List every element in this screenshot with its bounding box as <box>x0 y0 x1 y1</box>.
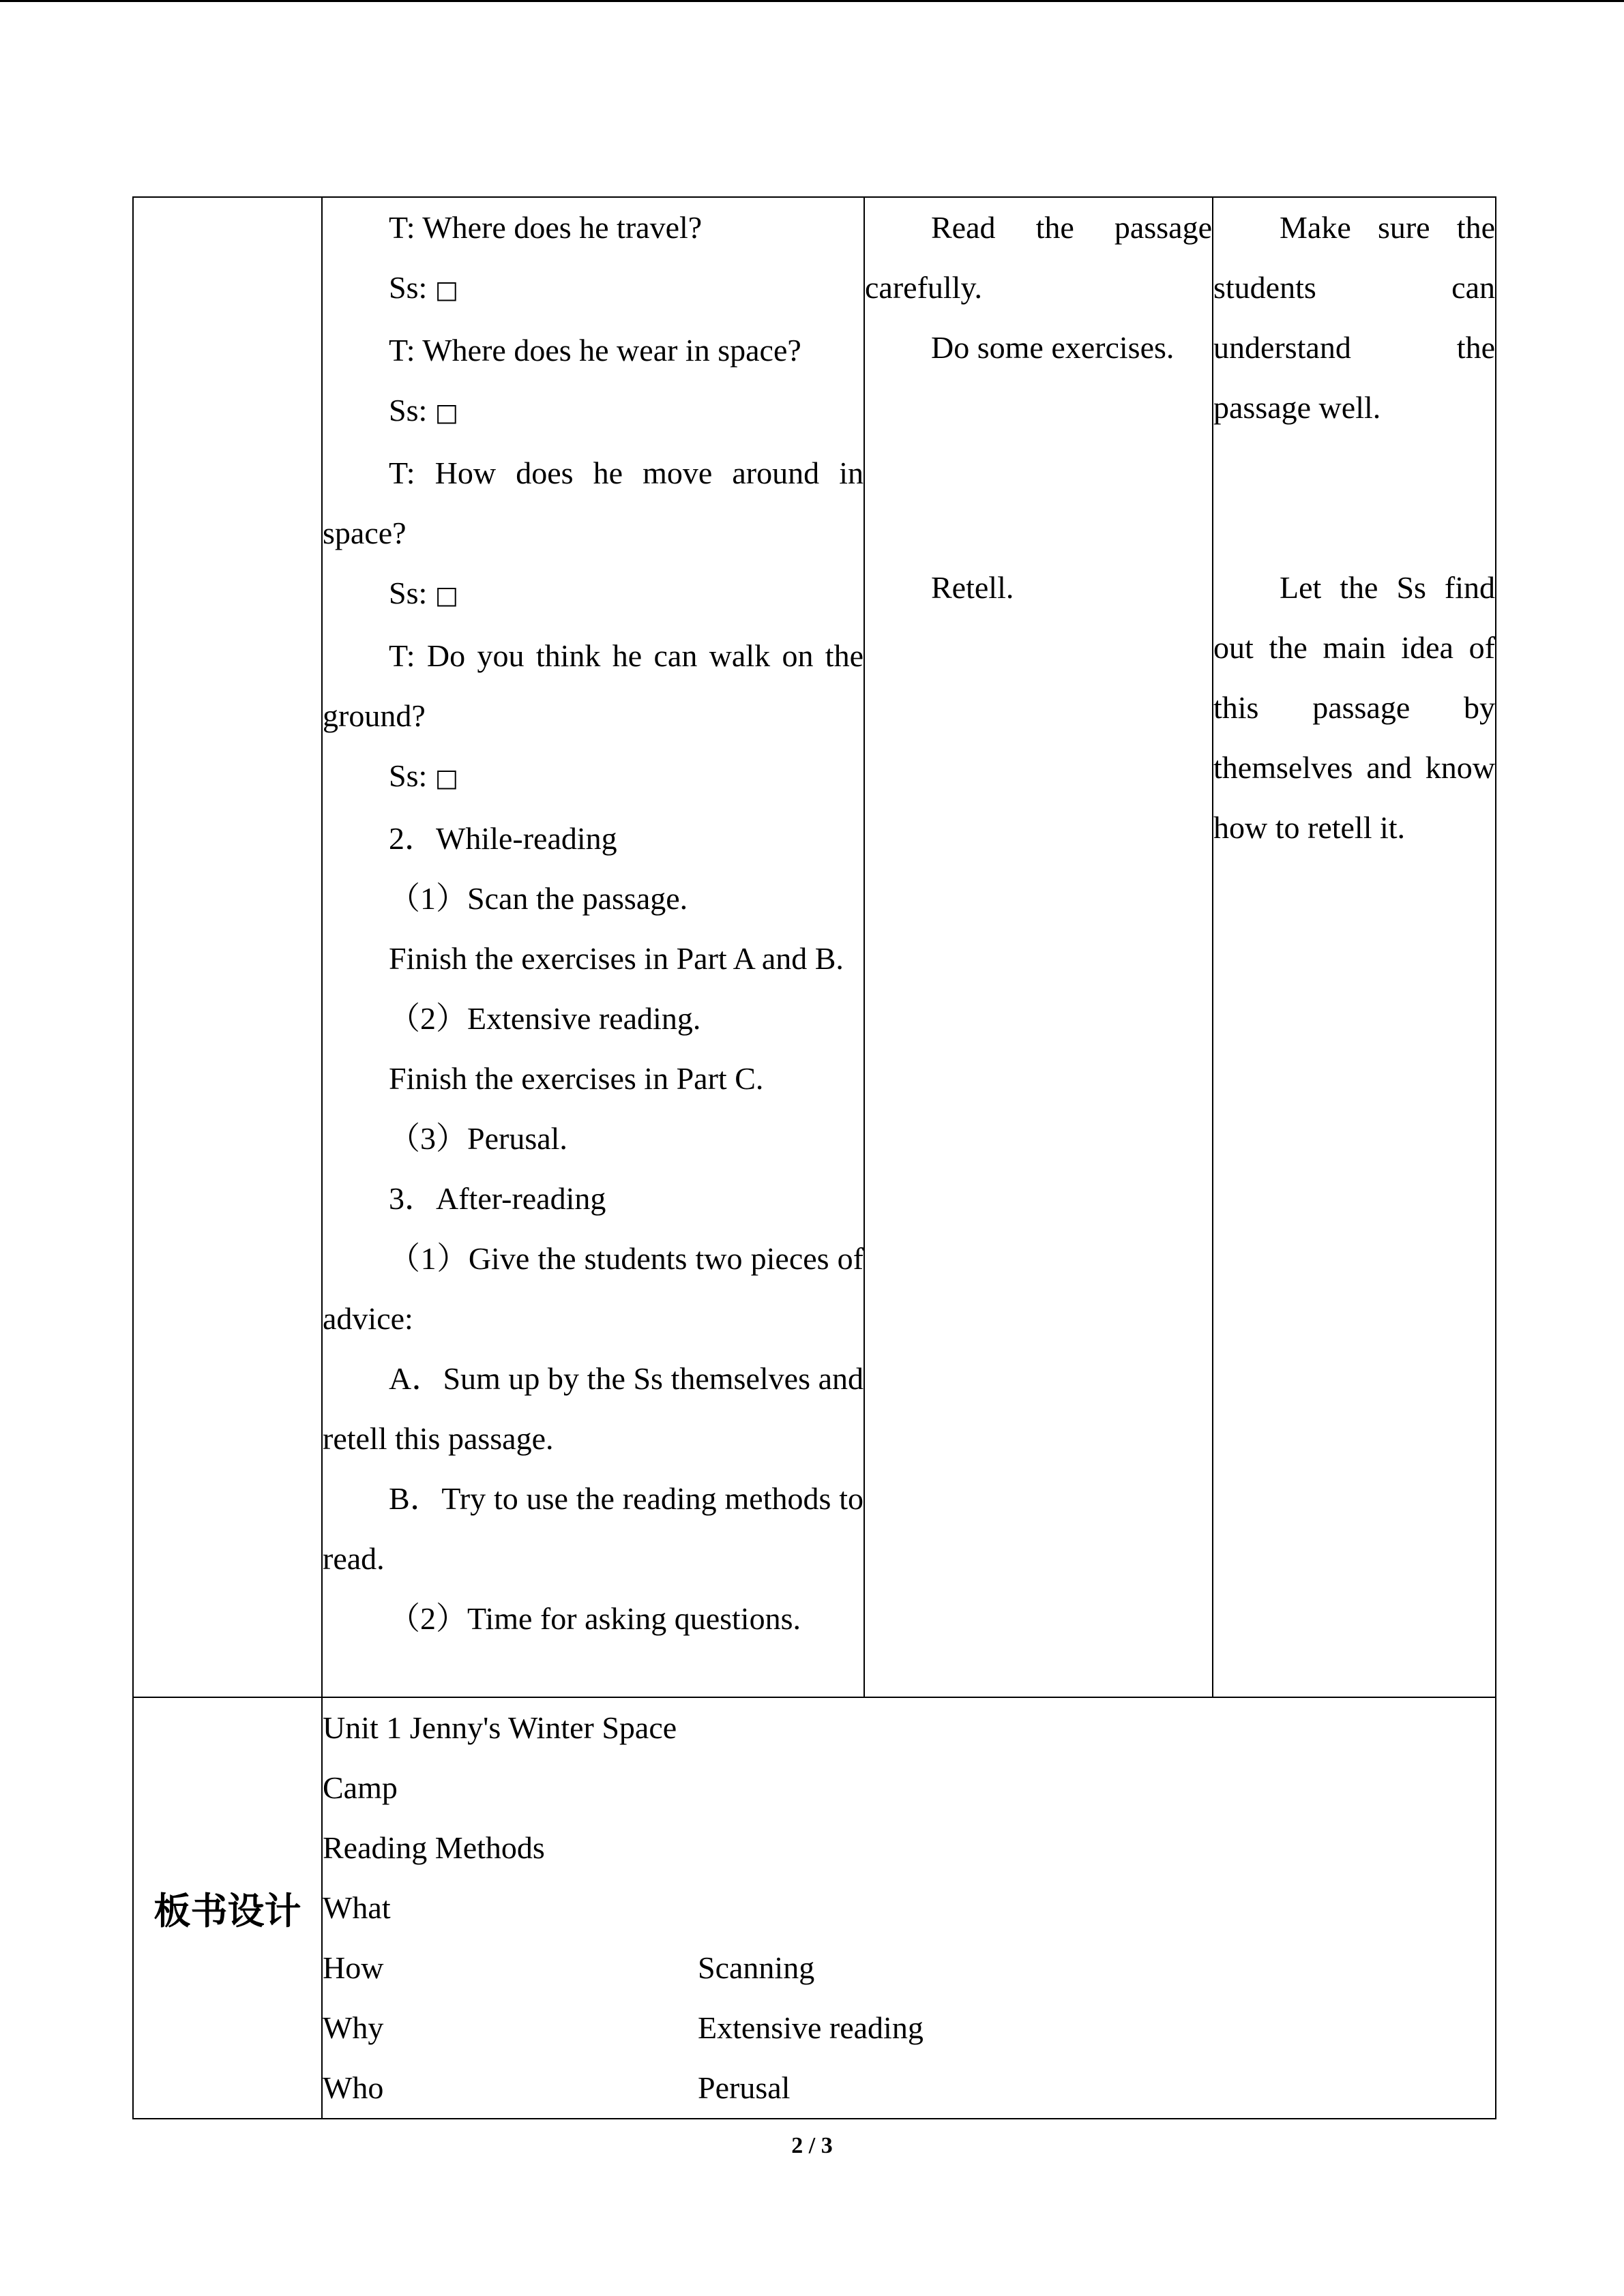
teacher-activity-line-text: （3）Perusal. <box>389 1121 567 1156</box>
teacher-activity-line-text: T: Where does he travel? <box>389 210 703 245</box>
teacher-activity-line-text: （1）Scan the passage. <box>389 881 688 916</box>
teacher-activity-line-text: B．Try to use the reading methods to read. <box>323 1481 863 1576</box>
teacher-activity-line-text: T: Do you think he can walk on the ground? <box>323 638 863 733</box>
teacher-activity-line-text: （1）Give the students two pieces of advice: <box>323 1241 863 1336</box>
teacher-activity-line <box>323 869 863 929</box>
board-design-left-text: Why <box>323 2010 384 2045</box>
board-design-right-text: Extensive reading <box>698 2010 924 2045</box>
board-design-left-text: Who <box>323 2070 384 2105</box>
student-activity-line: Read the passage carefully. <box>865 210 1212 305</box>
answer-box-icon: □ <box>434 582 458 610</box>
teacher-activity-line <box>323 1049 863 1109</box>
board-design-lines <box>323 1698 1495 2118</box>
lesson-plan-table <box>132 196 1496 2119</box>
design-intent-line: Let the Ss find out the main idea of this passage by themselves and know how to retell it. <box>1213 570 1495 845</box>
student-activity-line: Do some exercises. <box>931 330 1175 365</box>
board-design-left-text: Unit 1 Jenny's Winter Space Camp <box>323 1710 677 1805</box>
student-activity-cell <box>864 197 1213 1697</box>
board-design-left-text: Reading Methods <box>323 1830 545 1865</box>
teacher-activity-line-text: Ss: <box>389 270 435 305</box>
teacher-activity-line <box>323 1589 863 1649</box>
teacher-activity-line-text: T: How does he move around in space? <box>323 456 863 550</box>
board-design-right-text: Scanning <box>698 1950 815 1985</box>
teacher-activity-line <box>323 929 863 989</box>
teacher-activity-line-text: A．Sum up by the Ss themselves and retell this passage. <box>323 1361 863 1456</box>
teacher-activity-line-text: （2）Extensive reading. <box>389 1001 701 1036</box>
answer-box-icon: □ <box>434 276 458 304</box>
teacher-activity-line <box>323 258 863 320</box>
teacher-activity-line <box>323 381 863 443</box>
design-intent-cell <box>1213 197 1496 1697</box>
answer-box-icon: □ <box>434 399 458 427</box>
board-design-label-cell <box>133 1697 322 2119</box>
procedure-label-cell <box>133 197 322 1697</box>
teacher-activity-line <box>323 989 863 1049</box>
teacher-activity-line <box>323 1469 863 1589</box>
teacher-activity-line-text: 3．After-reading <box>389 1181 606 1216</box>
board-design-line <box>323 2058 1495 2118</box>
page-number: 2 / 3 <box>791 2133 833 2158</box>
teacher-activity-line <box>323 746 863 809</box>
teacher-activity-line-text: Ss: <box>389 393 435 428</box>
board-design-left-text: What <box>323 1890 391 1925</box>
board-design-line <box>323 1818 1495 1878</box>
teacher-activity-line <box>323 198 863 258</box>
teacher-activity-line-text: Finish the exercises in Part C. <box>389 1061 764 1096</box>
student-activity-line: Retell. <box>931 570 1014 605</box>
board-design-line <box>323 1698 1495 1818</box>
board-design-label: 板书设计 <box>153 1889 301 1933</box>
teacher-activity-line <box>323 626 863 746</box>
teacher-activity-line-text: Finish the exercises in Part A and B. <box>389 941 844 976</box>
teacher-activity-line-text: T: Where does he wear in space? <box>389 333 801 368</box>
answer-box-icon: □ <box>434 764 458 792</box>
table-row-board-design <box>133 1697 1496 2119</box>
teacher-activity-line <box>323 1349 863 1469</box>
teacher-activity-cell <box>322 197 864 1697</box>
teacher-activity-line <box>323 320 863 381</box>
design-intent-line: Make sure the students can understand the passage well. <box>1213 210 1495 425</box>
teacher-activity-line <box>323 563 863 626</box>
teacher-activity-line <box>323 1109 863 1169</box>
teacher-activity-line <box>323 1229 863 1349</box>
teacher-activity-line-text: （2）Time for asking questions. <box>389 1601 801 1636</box>
top-border-line <box>0 0 1624 2</box>
teacher-activity-line-text: Ss: <box>389 758 435 793</box>
teacher-activity-line-text: Ss: <box>389 576 435 610</box>
teacher-activity-line-text: 2．While-reading <box>389 821 617 856</box>
teacher-activity-line <box>323 443 863 563</box>
teacher-activity-line <box>323 809 863 869</box>
board-design-line <box>323 1938 1495 1998</box>
teacher-activity-line <box>323 1169 863 1229</box>
teacher-activity-text <box>323 198 863 1649</box>
board-design-left-text: How <box>323 1950 384 1985</box>
board-design-line <box>323 1878 1495 1938</box>
board-design-line <box>323 1998 1495 2058</box>
board-design-right-text: Perusal <box>698 2070 791 2105</box>
table-row-procedure <box>133 197 1496 1697</box>
board-design-content <box>322 1697 1496 2119</box>
